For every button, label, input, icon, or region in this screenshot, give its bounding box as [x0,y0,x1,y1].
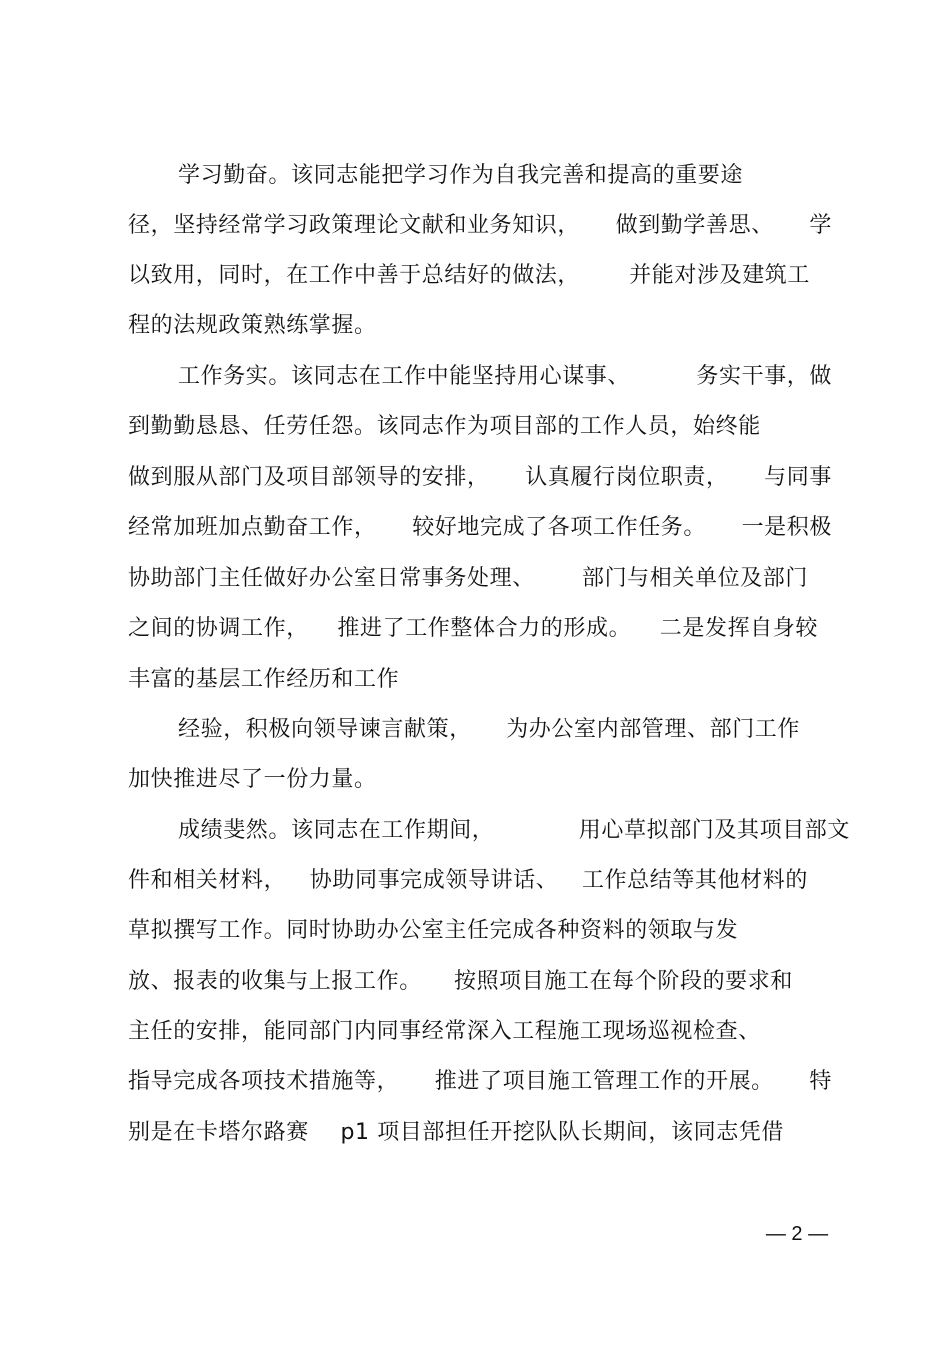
text-segment: 二是发挥自身较 [659,616,818,641]
text-segment: 按照项目施工在每个阶段的要求和 [453,969,793,994]
text-segment: 工作务实。该同志在工作中能坚持用心谋事、 [178,364,631,389]
text-segment: 件和相关材料， [128,868,287,893]
text-line [128,863,808,899]
text-segment: 放、报表的收集与上报工作。 [128,969,422,994]
text-line [128,510,832,546]
text-segment: 学习勤奋。该同志能把学习作为自我完善和提高的重要途 [178,163,744,188]
text-segment: 指导完成各项技术措施等， [128,1069,400,1094]
text-segment: 特 [809,1069,832,1094]
text-segment: 推进了工作整体合力的形成。 [337,616,632,641]
text-line [128,1064,832,1100]
text-segment: 草拟撰写工作。同时协助办公室主任完成各种资料的领取与发 [128,918,739,943]
text-segment: 成绩斐然。该同志在工作期间， [178,818,495,843]
text-line [128,561,808,597]
text-line [128,258,810,294]
text-segment: 并能对涉及建筑工 [629,263,810,288]
text-segment: 之间的协调工作， [128,616,309,641]
text-segment: 程的法规政策熟练掌握。 [128,313,377,338]
text-segment: 为办公室内部管理、部门工作 [506,717,800,742]
text-segment: 部门与相关单位及部门 [581,566,808,591]
text-segment: 丰富的基层工作经历和工作 [128,667,400,692]
text-segment: 做到服从部门及项目部领导的安排， [128,465,490,490]
text-line [178,359,832,395]
text-line [128,762,832,798]
text-segment: 用心草拟部门及其项目部文 [578,818,850,843]
text-segment: 到勤勤恳恳、任劳任怨。该同志作为项目部的工作人员，始终能 [128,414,761,439]
text-line [128,662,832,698]
text-segment: 学 [809,213,832,238]
text-segment: 径，坚持经常学习政策理论文献和业务知识， [128,213,581,238]
text-segment: 认真履行岗位职责， [525,465,729,490]
text-segment: 务实干事，做 [696,364,832,389]
text-line [128,1115,784,1151]
text-segment: 经验，积极向领导谏言献策， [178,717,472,742]
text-segment: 经常加班加点勤奋工作， [128,515,377,540]
text-line [128,208,832,244]
text-segment: 别是在卡塔尔路赛 [128,1120,309,1145]
text-line [128,308,832,344]
page-number: — 2 — [765,1223,829,1245]
text-line [128,460,832,496]
text-segment: 以致用，同时，在工作中善于总结好的做法， [128,263,581,288]
text-line [128,964,793,1000]
text-line [128,1014,832,1050]
text-segment: 协助部门主任做好办公室日常事务处理、 [128,566,535,591]
text-line [128,611,818,647]
text-line [178,712,800,748]
text-segment: 与同事 [764,465,832,490]
text-segment: 一是积极 [741,515,832,540]
text-segment: p1 项目部担任开挖队队长期间，该同志凭借 [340,1120,784,1145]
text-segment: 主任的安排，能同部门内同事经常深入工程施工现场巡视检查、 [128,1019,761,1044]
text-segment: 较好地完成了各项工作任务。 [412,515,706,540]
text-line [128,913,832,949]
text-segment: 推进了项目施工管理工作的开展。 [434,1069,774,1094]
text-segment: 做到勤学善思、 [615,213,774,238]
text-line [128,409,832,445]
text-line [178,813,850,849]
text-segment: 协助同事完成领导讲话、 [309,868,559,893]
text-segment: 工作总结等其他材料的 [581,868,808,893]
text-line [178,158,832,194]
text-segment: 加快推进尽了一份力量。 [128,767,377,792]
